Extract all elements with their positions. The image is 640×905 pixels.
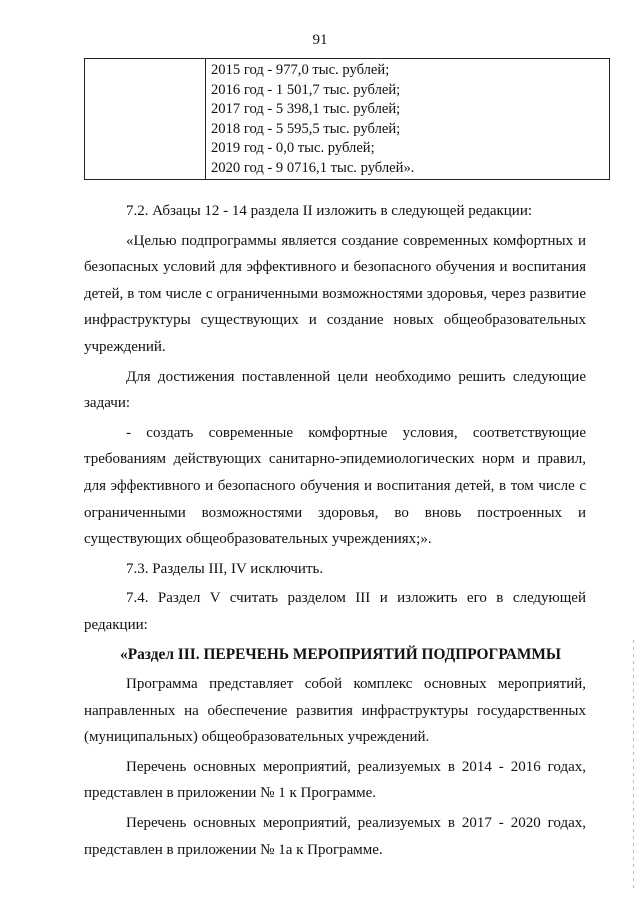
budget-line-2016: 2016 год - 1 501,7 тыс. рублей; [211, 81, 401, 98]
paragraph-events-2014-2016: Перечень основных мероприятий, реализуемых в 2014 - 2016 годах, представлен в приложении № 1 к Программе. [84, 758, 586, 802]
paragraph-7-2: 7.2. Абзацы 12 - 14 раздела II изложить в следующей редакции: [126, 203, 533, 219]
document-body [84, 198, 586, 863]
budget-line-2018: 2018 год - 5 595,5 тыс. рублей; [211, 120, 401, 137]
paragraph-7-3: 7.3. Разделы III, IV исключить. [126, 560, 324, 577]
budget-table [84, 58, 610, 180]
budget-line-2017: 2017 год - 5 398,1 тыс. рублей; [211, 101, 401, 118]
budget-table-empty-cell [85, 59, 206, 180]
budget-line-2020: 2020 год - 9 0716,1 тыс. рублей». [211, 159, 415, 176]
page-number: 91 [312, 32, 328, 48]
budget-line-2015: 2015 год - 977,0 тыс. рублей; [211, 62, 390, 78]
paragraph-tasks-intro: Для достижения поставленной цели необходимо решить следующие задачи: [84, 368, 586, 412]
paragraph-task-item: - создать современные комфортные условия, соответствующие требованиям действующих санитарно-эпидемиологических норм и правил, для эффективного и безопасного обучения и воспитания детей, в том числе с ограниченными возможностями здоровья, во вновь построенных и существующих общеобразовательных учреждениях;». [84, 424, 586, 548]
budget-line-2019: 2019 год - 0,0 тыс. рублей; [211, 140, 375, 157]
paragraph-7-4: 7.4. Раздел V считать разделом III и изложить его в следующей редакции: [84, 590, 586, 633]
paragraph-program-description: Программа представляет собой комплекс основных мероприятий, направленных на обеспечение развития инфраструктуры государственных (муниципальных) общеобразовательных учреждений. [84, 676, 586, 746]
budget-table-row [85, 59, 610, 180]
paragraph-goal: «Целью подпрограммы является создание современных комфортных и безопасных условий для эффективного и безопасного обучения и воспитания детей, в том числе с ограниченными возможностями здоровья, через развитие инфраструктуры существующих и создание новых общеобразовательных учреждений. [84, 232, 586, 355]
section-heading: «Раздел III. ПЕРЕЧЕНЬ МЕРОПРИЯТИЙ ПОДПРОГРАММЫ [120, 645, 562, 663]
paragraph-events-2017-2020: Перечень основных мероприятий, реализуемых в 2017 - 2020 годах, представлен в приложении № 1а к Программе. [84, 815, 586, 858]
budget-table-lines-cell [206, 59, 610, 180]
scan-edge-mark [633, 640, 634, 890]
